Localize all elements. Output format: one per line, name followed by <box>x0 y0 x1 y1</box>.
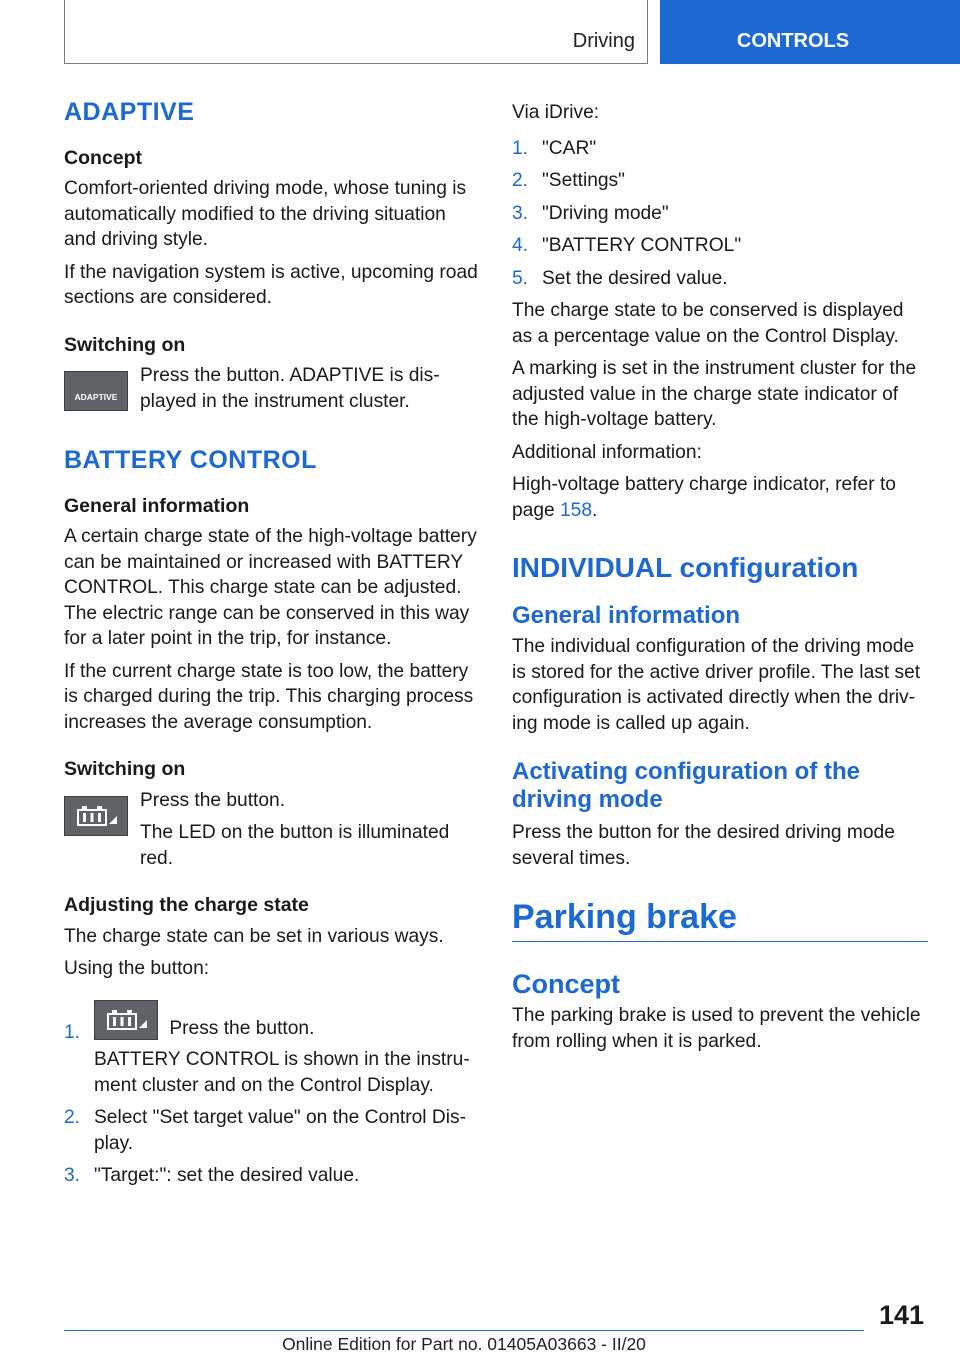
header-section-box <box>64 0 648 64</box>
idrive-steps-list <box>512 136 928 292</box>
heading-parking-brake: Parking brake <box>512 905 928 942</box>
step-text: Select "Set target value" on the Control Display. <box>94 1107 466 1154</box>
battery-control-button-icon <box>64 796 128 836</box>
heading-activating-configuration: Activating configuration of the driving mode <box>512 758 860 813</box>
battery-control-button-icon <box>94 1000 158 1040</box>
list-item: 2. Select "Set target value" on the Control Display. <box>64 1107 466 1154</box>
right-paragraph-4: High-voltage battery charge indicator, refer to page 158. <box>512 474 896 521</box>
page-number: 141 <box>878 1300 924 1330</box>
right-paragraph-3: Additional information: <box>512 441 702 463</box>
concept-paragraph-1: Comfort-oriented driving mode, whose tuning is automatically modified to the driving situation and driving style. <box>64 178 467 250</box>
heading-switching-on: Switching on <box>64 333 186 356</box>
button-steps-list <box>64 998 480 1189</box>
heading-adaptive: ADAPTIVE <box>64 98 195 126</box>
heading-adjusting-charge-state: Adjusting the charge state <box>64 894 309 916</box>
list-item: 4. "BATTERY CONTROL" <box>512 235 742 256</box>
heading-general-information: General information <box>64 494 250 517</box>
footer-divider <box>64 1330 864 1331</box>
individual-paragraph: The individual configuration of the driving mode is stored for the active driver profile. The last set configuration is activated directly when the driving mode is called up again. <box>512 636 921 734</box>
header-chapter-tab <box>660 0 960 64</box>
list-item: 1. Press the button. BATTERY CONTROL is shown in the instrument cluster and on the Control Display. <box>64 998 480 1099</box>
heading-battery-control: BATTERY CONTROL <box>64 446 317 474</box>
heading-general-information-2: General information <box>512 601 741 629</box>
battery-paragraph-1: A certain charge state of the high-voltage battery can be maintained or increased with BATTERY CONTROL. This charge state can be adjusted. The electric range can be conserved in this way for a later point in the trip, for instance. <box>64 526 477 649</box>
list-item: 5. Set the desired value. <box>512 267 728 289</box>
step-text: "Target:": set the desired value. <box>94 1165 360 1186</box>
heading-concept-2: Concept <box>512 968 620 999</box>
adaptive-button-icon: ADAPTIVE <box>64 371 128 411</box>
adjust-paragraph-1: The charge state can be set in various ways. <box>64 925 444 947</box>
battery-instruction-text-1: Press the button. <box>140 789 286 811</box>
list-item: 3. "Target:": set the desired value. <box>64 1165 360 1186</box>
battery-paragraph-2: If the current charge state is too low, the battery is charged during the trip. This charging process increases the average consumption. <box>64 660 474 733</box>
header-chapter-title: CONTROLS <box>736 30 850 52</box>
battery-instruction <box>64 788 480 872</box>
heading-switching-on-2: Switching on <box>64 758 186 780</box>
via-idrive-label: Via iDrive: <box>512 102 600 123</box>
concept-paragraph-2: If the navigation system is active, upcoming road sections are considered. <box>64 261 478 308</box>
right-paragraph-2: A marking is set in the instrument cluster for the adjusted value in the charge state indicator of the high-voltage battery. <box>512 358 917 430</box>
header-section-title: Driving <box>572 30 635 52</box>
battery-instruction-text-2: The LED on the button is illuminated red. <box>140 822 450 869</box>
step-text: Press the button. <box>169 1017 315 1039</box>
heading-individual-configuration: INDIVIDUAL configuration <box>512 552 859 583</box>
list-item: 2. "Settings" <box>512 170 625 191</box>
parking-paragraph: The parking brake is used to prevent the vehicle from rolling when it is parked. <box>512 1005 921 1052</box>
list-item: 3. "Driving mode" <box>512 202 669 224</box>
step-subtext: BATTERY CONTROL is shown in the instrument cluster and on the Control Display. <box>94 1049 470 1096</box>
footer-edition: Online Edition for Part no. 01405A03663 - II/20 <box>282 1334 646 1354</box>
heading-concept: Concept <box>64 146 142 169</box>
adjust-paragraph-2: Using the button: <box>64 958 210 979</box>
list-item: 1. "CAR" <box>512 137 597 159</box>
page-reference-link[interactable]: 158 <box>560 499 593 521</box>
adaptive-instruction-text: Press the button. ADAPTIVE is displayed in the instrument cluster. <box>140 365 440 412</box>
adaptive-instruction <box>64 363 480 414</box>
right-column <box>512 100 928 1061</box>
right-paragraph-1: The charge state to be conserved is displayed as a percentage value on the Control Display. <box>512 300 904 347</box>
left-column <box>64 100 480 1196</box>
activating-paragraph: Press the button for the desired driving mode several times. <box>512 822 895 869</box>
